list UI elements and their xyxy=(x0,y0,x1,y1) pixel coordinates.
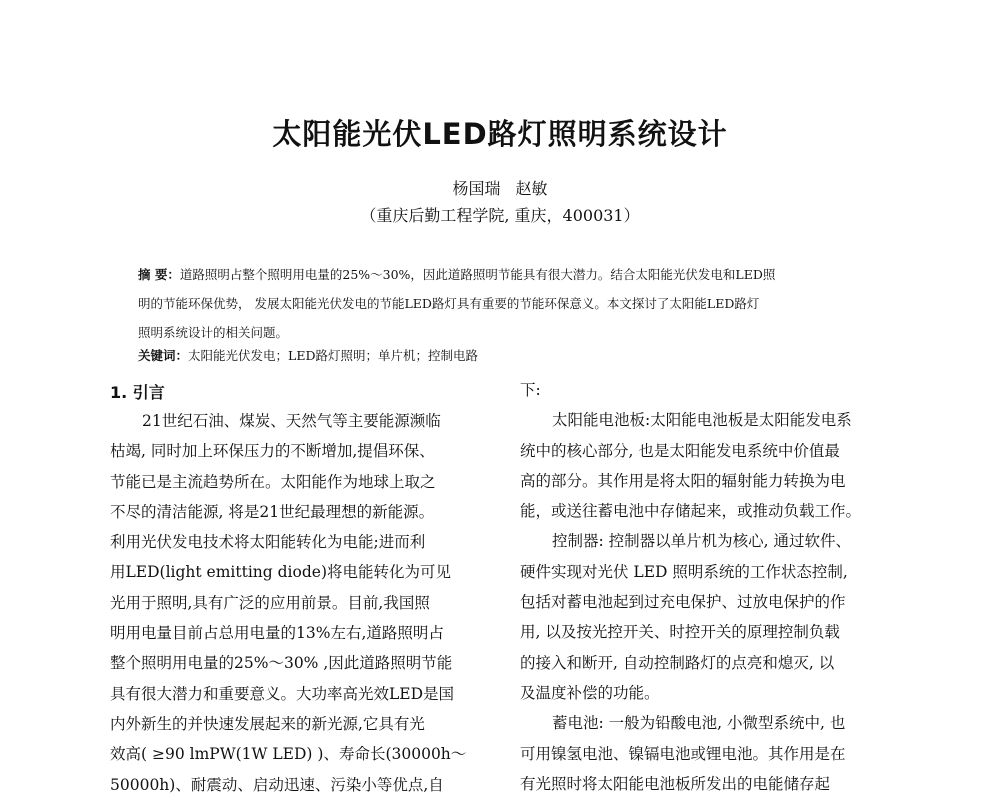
body-line: 节能已是主流趋势所在。太阳能作为地球上取之 xyxy=(110,472,436,491)
body-line: 具有很大潜力和重要意义。大功率高光效LED是国 xyxy=(110,684,455,703)
abstract-line xyxy=(138,260,878,289)
authors: 杨国瑞 赵敏 xyxy=(452,179,548,198)
abstract xyxy=(138,260,878,347)
body-line: 硬件实现对光伏 LED 照明系统的工作状态控制, xyxy=(520,562,848,581)
body-line: 高的部分。其作用是将太阳的辐射能力转换为电 xyxy=(520,471,846,490)
body-line: 及温度补偿的功能。 xyxy=(520,683,660,702)
keywords-label: 关键词： xyxy=(138,348,189,363)
body-line: 50000h)、耐震动、启动迅速、污染小等优点,自 xyxy=(110,775,444,794)
abstract-line: 照明系统设计的相关问题。 xyxy=(138,325,289,340)
body-line: 21世纪石油、煤炭、天然气等主要能源濒临 xyxy=(142,412,441,430)
body-line: 用LED(light emitting diode)将电能转化为可见 xyxy=(110,563,451,582)
body-line: 包括对蓄电池起到过充电保护、过放电保护的作 xyxy=(520,593,846,612)
body-line: 光用于照明,具有广泛的应用前景。目前,我国照 xyxy=(110,593,430,612)
body-line: 太阳能电池板:太阳能电池板是太阳能发电系 xyxy=(552,411,852,430)
body-line: 控制器: 控制器以单片机为核心, 通过软件、 xyxy=(552,532,852,551)
body-line: 下: xyxy=(520,381,541,399)
keywords-text: 太阳能光伏发电；LED路灯照明；单片机；控制电路 xyxy=(188,348,478,363)
body-line: 可用镍氢电池、镍镉电池或锂电池。其作用是在 xyxy=(520,744,846,763)
body-line: 明用电量目前占总用电量的13%左右,道路照明占 xyxy=(110,624,444,643)
body-line: 利用光伏发电技术将太阳能转化为电能;进而利 xyxy=(110,533,426,552)
affiliation: （重庆后勤工程学院, 重庆，400031） xyxy=(360,206,640,225)
body-line: 内外新生的并快速发展起来的新光源,它具有光 xyxy=(110,714,425,733)
body-line: 枯竭, 同时加上环保压力的不断增加,提倡环保、 xyxy=(110,442,435,461)
body-line: 的接入和断开, 自动控制路灯的点亮和熄灭, 以 xyxy=(520,653,835,672)
section-heading: 1. 引言 xyxy=(110,383,165,402)
paper-title: 太阳能光伏LED路灯照明系统设计 xyxy=(272,117,728,151)
left-column xyxy=(110,406,485,800)
body-line: 效高( ≥90 lmPW(1W LED) )、寿命长(30000h～ xyxy=(110,745,467,764)
body-line: 蓄电池: 一般为铅酸电池, 小微型系统中, 也 xyxy=(552,714,846,733)
body-line: 用, 以及按光控开关、时控开关的原理控制负载 xyxy=(520,623,840,642)
body-line: 不尽的清洁能源, 将是21世纪最理想的新能源。 xyxy=(110,502,435,521)
keywords xyxy=(138,344,878,368)
body-line: 有光照时将太阳能电池板所发出的电能储存起 xyxy=(520,774,831,793)
body-line: 能，或送往蓄电池中存储起来，或推动负载工作。 xyxy=(520,502,862,521)
abstract-text: 道路照明占整个照明用电量的25%～30%，因此道路照明节能具有很大潜力。结合太阳能光伏发电和LED照 xyxy=(179,267,776,282)
abstract-line: 明的节能环保优势， 发展太阳能光伏发电的节能LED路灯具有重要的节能环保意义。本文探讨了太阳能LED路灯 xyxy=(138,296,760,311)
body-line: 整个照明用电量的25%～30% ,因此道路照明节能 xyxy=(110,654,453,673)
body-line: 统中的核心部分, 也是太阳能发电系统中价值最 xyxy=(520,441,840,460)
abstract-label: 摘 要： xyxy=(138,267,180,282)
right-column xyxy=(520,375,895,799)
